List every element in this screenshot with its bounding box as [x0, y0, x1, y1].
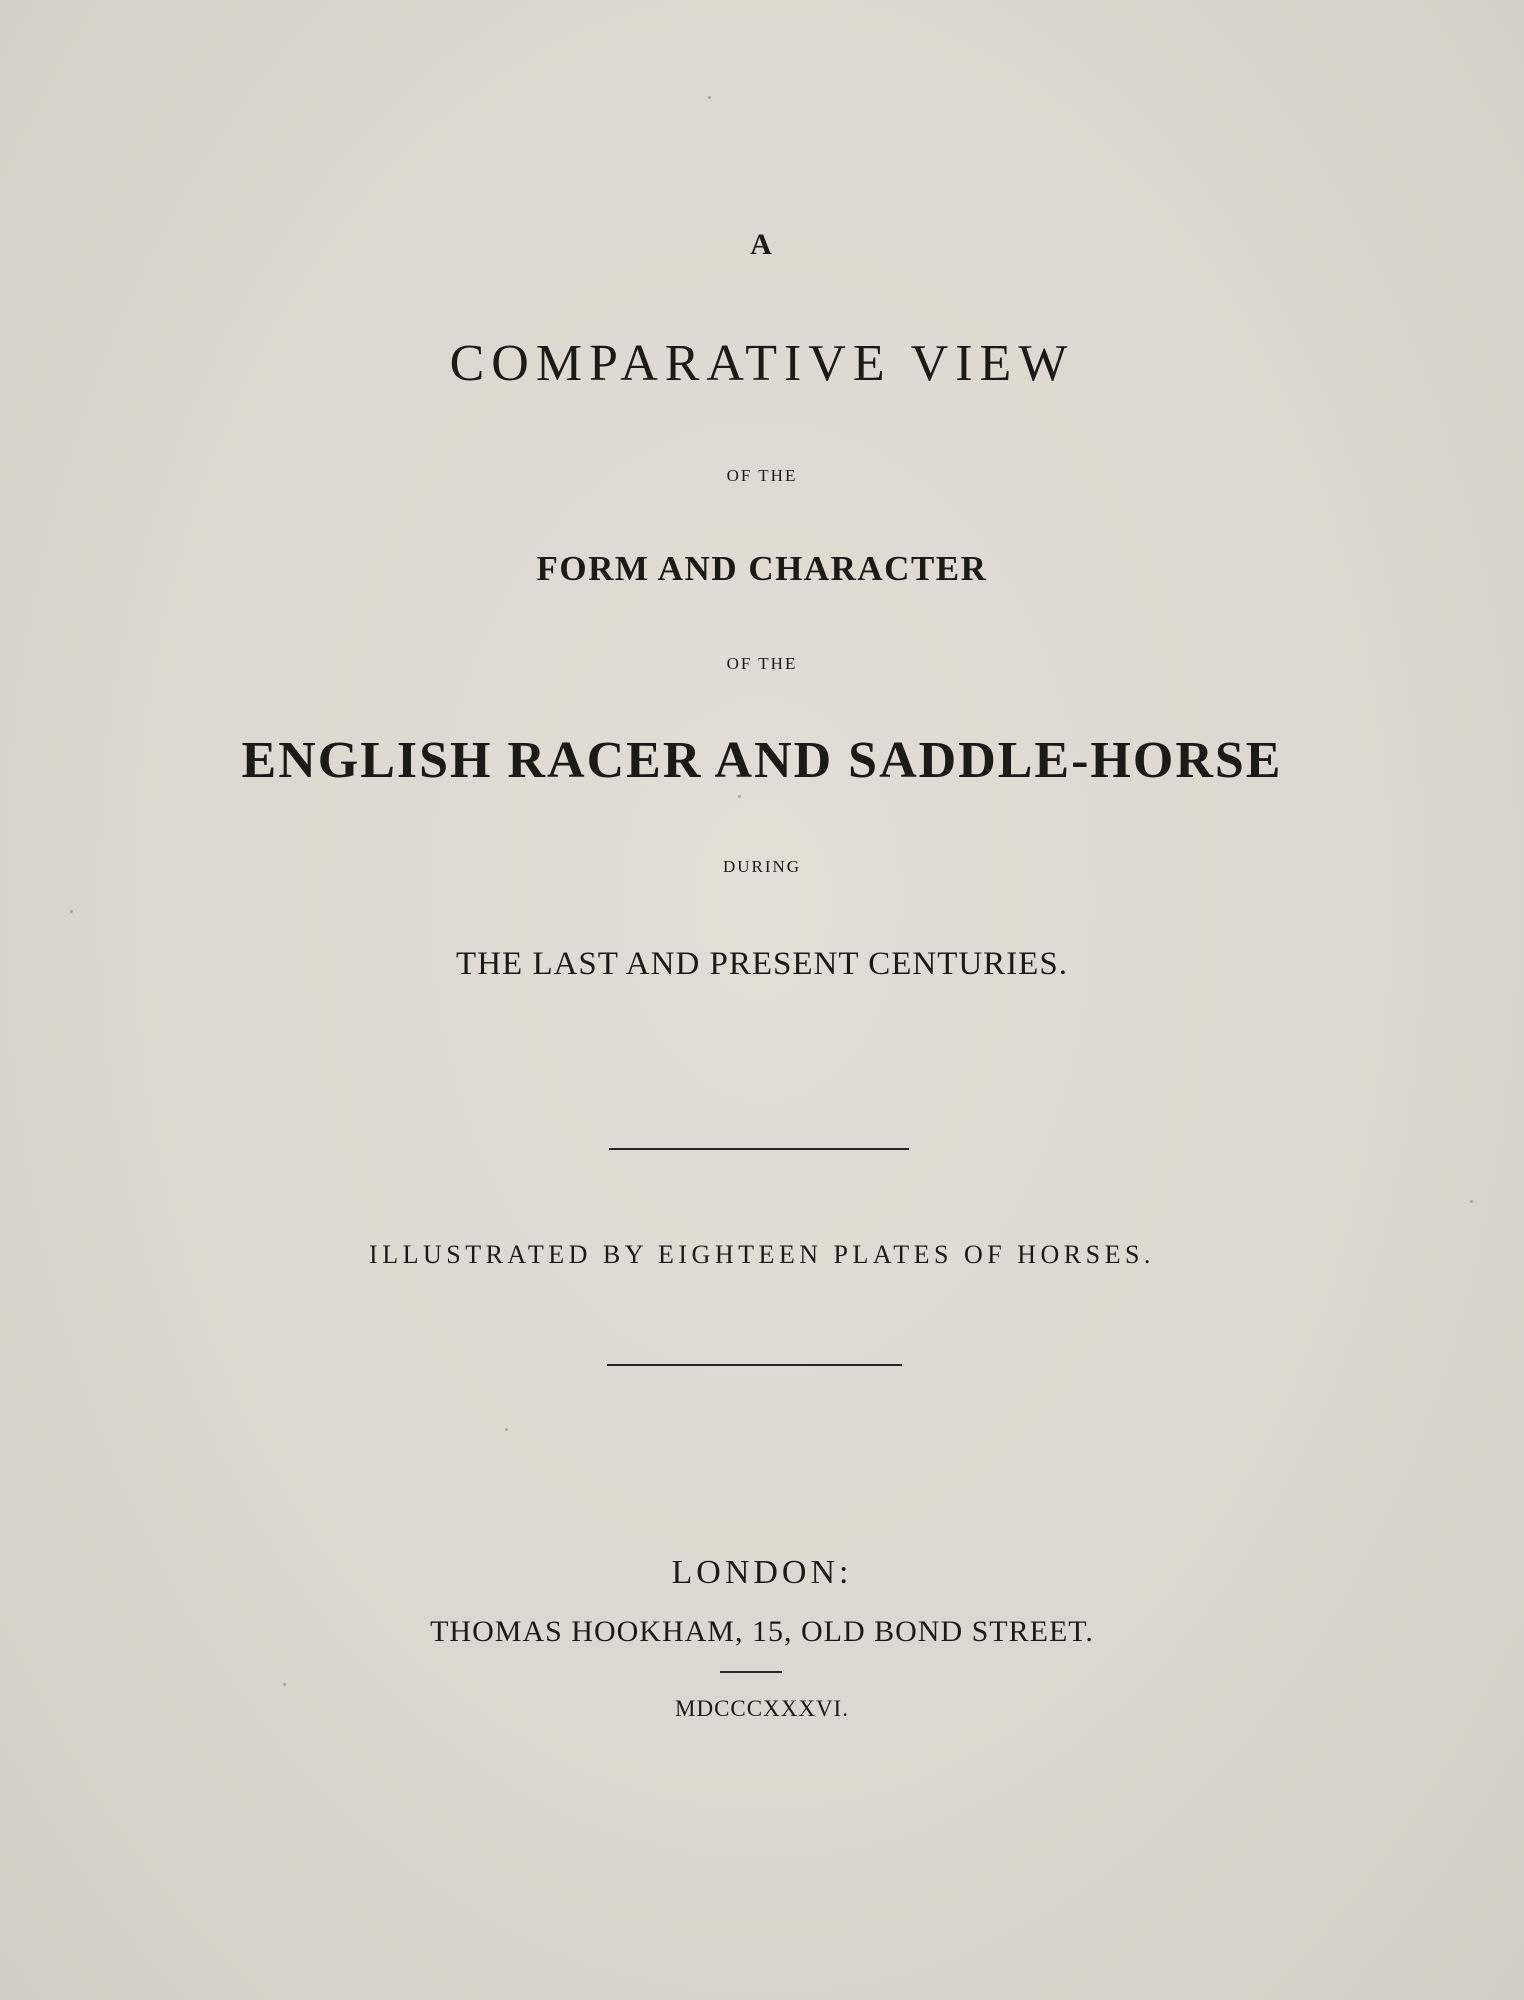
title-line-english-racer: ENGLISH RACER AND SADDLE-HORSE — [241, 732, 1283, 789]
paper-speck — [505, 1428, 508, 1431]
title-article: A — [750, 228, 774, 261]
divider-rule-bottom — [607, 1364, 902, 1366]
paper-speck — [708, 96, 711, 99]
paper-speck — [283, 1683, 286, 1686]
title-line-form-and-character: FORM AND CHARACTER — [536, 549, 988, 588]
paper-speck — [738, 795, 741, 798]
imprint-city: LONDON: — [671, 1554, 853, 1591]
imprint-publisher: THOMAS HOOKHAM, 15, OLD BOND STREET. — [430, 1615, 1094, 1648]
title-line-centuries: THE LAST AND PRESENT CENTURIES. — [456, 946, 1068, 982]
imprint-year: MDCCCXXXVI. — [675, 1696, 849, 1721]
title-line-comparative-view: COMPARATIVE VIEW — [449, 335, 1075, 392]
connector-during: DURING — [722, 857, 802, 876]
paper-speck — [70, 910, 73, 913]
connector-of-the-2: OF THE — [726, 654, 798, 673]
divider-rule-top — [609, 1148, 909, 1150]
imprint-short-rule — [720, 1671, 782, 1673]
illustration-note: ILLUSTRATED BY EIGHTEEN PLATES OF HORSES. — [369, 1240, 1155, 1269]
connector-of-the-1: OF THE — [726, 466, 798, 485]
paper-speck — [1470, 1200, 1473, 1203]
